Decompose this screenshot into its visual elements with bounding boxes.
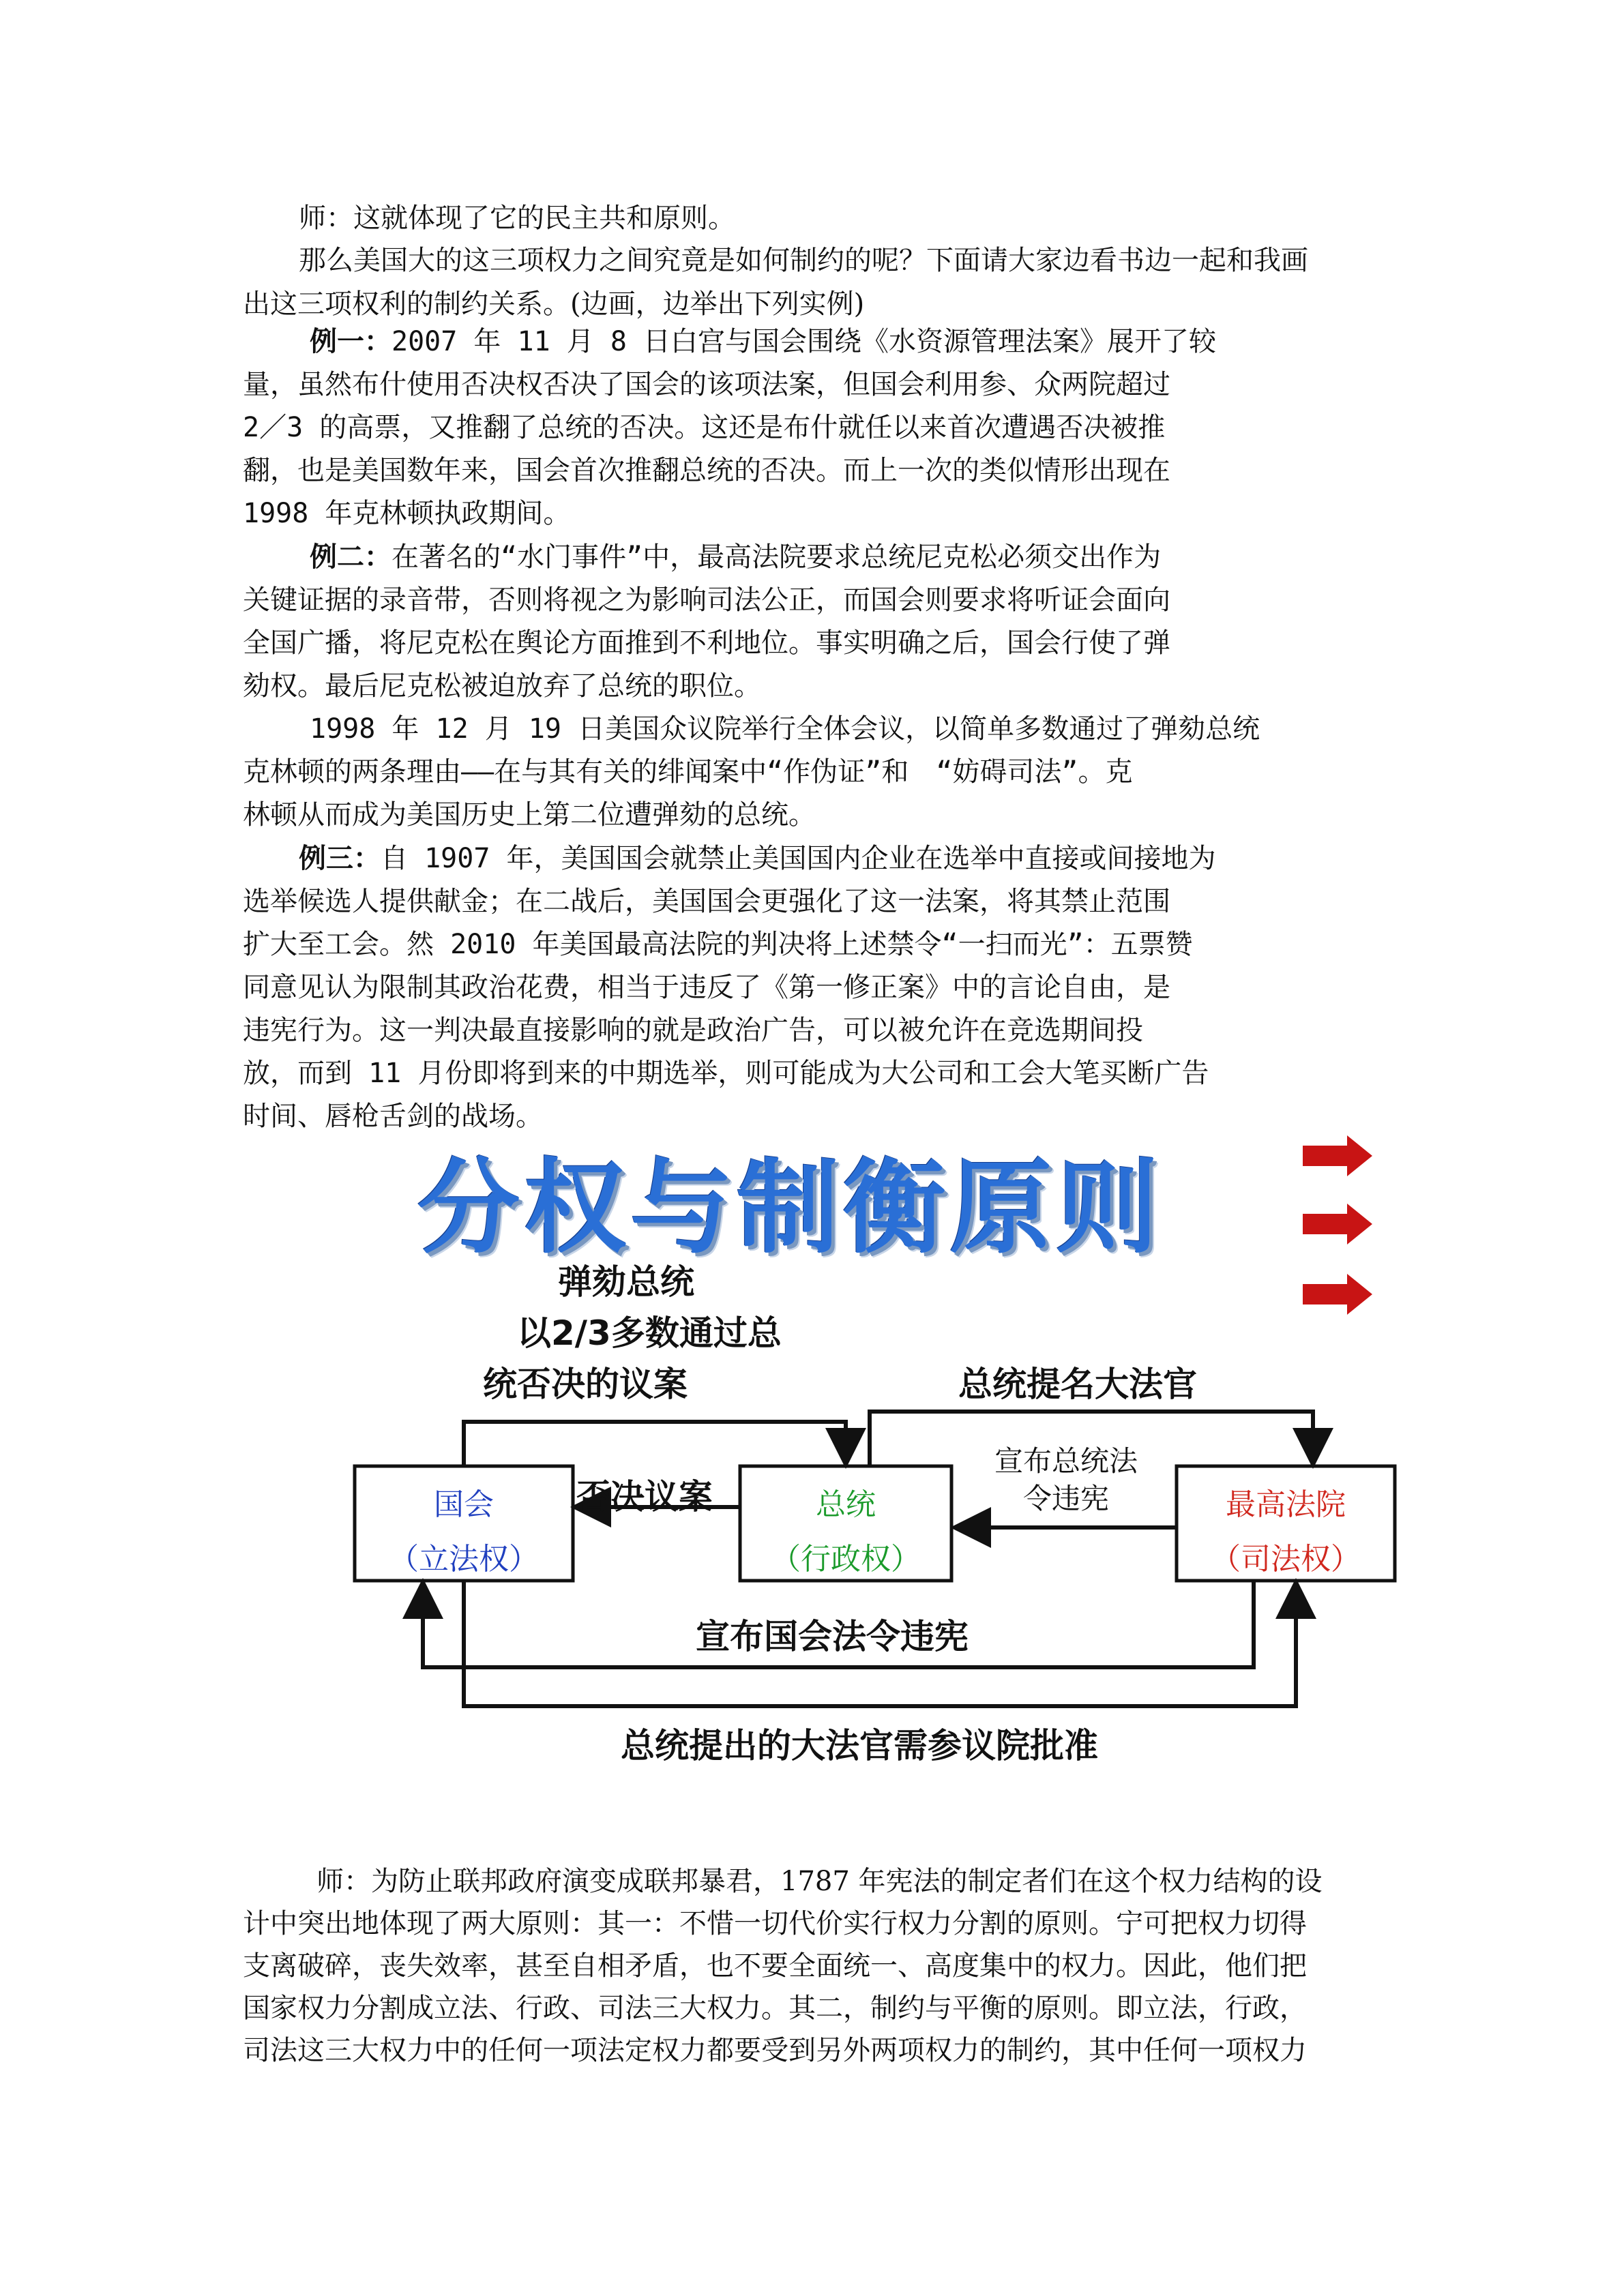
diagram-title: 分权与制衡原则 bbox=[417, 1149, 1163, 1268]
congress-name: 国会 bbox=[434, 1487, 494, 1522]
example-two-label: 例二： bbox=[310, 541, 392, 573]
text-line: 师：这就体现了它的民主共和原则。 bbox=[299, 203, 735, 234]
text-line: 师：为防止联邦政府演变成联邦暴君，1787 年宪法的制定者们在这个权力结构的设 bbox=[316, 1866, 1323, 1897]
label-declare-president-unconstitutional: 宣布总统法 bbox=[994, 1444, 1138, 1478]
text-line: 关键证据的录音带，否则将视之为影响司法公正，而国会则要求将听证会面向 bbox=[243, 584, 1170, 616]
president-power: （行政权） bbox=[771, 1542, 921, 1577]
text-line: 时间、唇枪舌剑的战场。 bbox=[243, 1101, 543, 1132]
text-line: 林顿从而成为美国历史上第二位遭弹劾的总统。 bbox=[243, 799, 816, 831]
text-line: 克林顿的两条理由——在与其有关的绯闻案中“作伪证”和 “妨碍司法”。克 bbox=[243, 756, 1133, 788]
red-arrow-icon bbox=[1303, 1204, 1372, 1244]
text-line: 量，虽然布什使用否决权否决了国会的该项法案，但国会利用参、众两院超过 bbox=[243, 369, 1170, 400]
text-line: 翻，也是美国数年来，国会首次推翻总统的否决。而上一次的类似情形出现在 bbox=[243, 455, 1170, 486]
red-arrow-icon bbox=[1303, 1135, 1372, 1176]
text-line: 扩大至工会。然 2010 年美国最高法院的判决将上述禁令“一扫而光”：五票赞 bbox=[243, 929, 1193, 960]
text-line: 1998 年 12 月 19 日美国众议院举行全体会议，以简单多数通过了弹劾总统 bbox=[310, 713, 1260, 745]
text-line: 选举候选人提供献金；在二战后，美国国会更强化了这一法案，将其禁止范围 bbox=[243, 886, 1170, 917]
label-senate-approval: 总统提出的大法官需参议院批准 bbox=[621, 1726, 1098, 1765]
label-declare-congress-unconstitutional: 宣布国会法令违宪 bbox=[696, 1617, 969, 1656]
label-declare-president-unconstitutional-cont: 令违宪 bbox=[1023, 1482, 1110, 1515]
president-name: 总统 bbox=[816, 1487, 876, 1522]
text-line: 计中突出地体现了两大原则：其一：不惜一切代价实行权力分割的原则。宁可把权力切得 bbox=[243, 1908, 1307, 1939]
paragraph-teacher-conclusion bbox=[243, 1860, 1367, 2072]
text-line: 国家权力分割成立法、行政、司法三大权力。其二，制约与平衡的原则。即立法，行政， bbox=[243, 1993, 1307, 2024]
paragraph-question bbox=[243, 239, 1367, 326]
paragraph-example-one bbox=[243, 320, 1367, 535]
example-three-label: 例三： bbox=[299, 843, 381, 874]
text-line: 放，而到 11 月份即将到来的中期选举，则可能成为大公司和工会大笔买断广告 bbox=[243, 1058, 1209, 1089]
congress-power: （立法权） bbox=[389, 1542, 539, 1577]
example-one-label: 例一： bbox=[310, 326, 392, 357]
text-line: 在著名的“水门事件”中，最高法院要求总统尼克松必须交出作为 bbox=[392, 541, 1162, 573]
text-line: 2／3 的高票，又推翻了总统的否决。这还是布什就任以来首次遭遇否决被推 bbox=[243, 412, 1166, 443]
label-nominate-justices: 总统提名大法官 bbox=[958, 1365, 1197, 1404]
label-override-veto-cont: 统否决的议案 bbox=[483, 1365, 688, 1404]
text-line: 全国广播，将尼克松在舆论方面推到不利地位。事实明确之后，国会行使了弹 bbox=[243, 627, 1170, 659]
red-arrow-icon bbox=[1303, 1274, 1372, 1315]
label-impeach-president: 弹劾总统 bbox=[558, 1262, 694, 1302]
court-name: 最高法院 bbox=[1226, 1487, 1346, 1522]
text-line: 1998 年克林顿执政期间。 bbox=[243, 498, 571, 529]
paragraph-teacher-intro bbox=[243, 196, 1367, 240]
text-line: 自 1907 年，美国国会就禁止美国国内企业在选举中直接或间接地为 bbox=[381, 843, 1216, 874]
text-line: 劾权。最后尼克松被迫放弃了总统的职位。 bbox=[243, 670, 761, 702]
text-line: 那么美国大的这三项权力之间究竟是如何制约的呢？下面请大家边看书边一起和我画 bbox=[299, 245, 1308, 276]
text-line: 出这三项权利的制约关系。(边画，边举出下列实例) bbox=[243, 288, 865, 320]
label-override-veto: 以2/3多数通过总 bbox=[517, 1313, 782, 1353]
label-veto-bill: 否决议案 bbox=[576, 1477, 713, 1517]
separation-of-powers-diagram bbox=[341, 1125, 1405, 1780]
paragraph-example-three bbox=[243, 837, 1367, 1138]
paragraph-example-two bbox=[243, 536, 1367, 708]
court-power: （司法权） bbox=[1211, 1542, 1361, 1577]
paragraph-clinton-impeachment bbox=[243, 708, 1367, 837]
text-line: 违宪行为。这一判决最直接影响的就是政治广告，可以被允许在竞选期间投 bbox=[243, 1015, 1143, 1046]
text-line: 2007 年 11 月 8 日白宫与国会围绕《水资源管理法案》展开了较 bbox=[392, 326, 1216, 357]
arrow-congress-to-president-top bbox=[464, 1422, 846, 1466]
text-line: 同意见认为限制其政治花费，相当于违反了《第一修正案》中的言论自由，是 bbox=[243, 972, 1170, 1003]
text-line: 支离破碎，丧失效率，甚至自相矛盾，也不要全面统一、高度集中的权力。因此，他们把 bbox=[243, 1950, 1307, 1982]
text-line: 司法这三大权力中的任何一项法定权力都要受到另外两项权力的制约，其中任何一项权力 bbox=[243, 2035, 1307, 2066]
